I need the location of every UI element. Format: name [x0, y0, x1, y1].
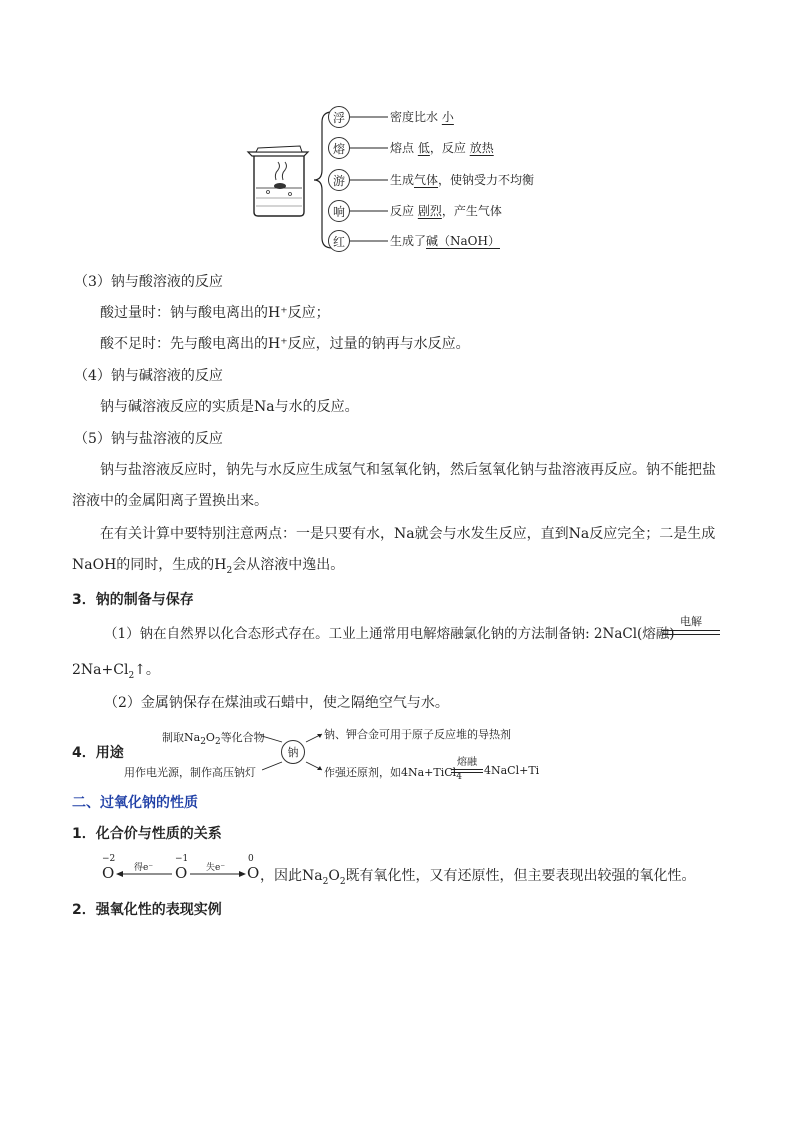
electrolysis-condition: 电解: [662, 616, 720, 635]
section5-para1-line1: 钠与盐溶液反应时，钠先与水反应生成氢气和氢氧化钠，然后氢氧化钠与盐溶液再反应。钠不能把盐: [100, 462, 716, 478]
section5-para2-line2: NaOH的同时，生成的$H_2$会从溶液中逸出。: [72, 557, 345, 576]
ox-state-minus1: −1: [175, 854, 189, 864]
oxygen-symbol-3: O: [247, 864, 260, 882]
diagram-connector-lines: [350, 100, 390, 250]
oxygen-symbol-2: O: [175, 864, 188, 882]
section4-heading: （4）钠与碱溶液的反应: [74, 368, 223, 384]
valence-arrows: [114, 868, 250, 880]
section5-para2-line1: 在有关计算中要特别注意两点：一是只要有水，Na就会与水发生反应，直到Na反应完全；二是生成: [100, 526, 716, 542]
ox-state-zero: 0: [248, 854, 254, 864]
diagram-row-gas: 生成气体，使钠受力不均衡: [390, 173, 535, 187]
section3-para1: 酸过量时：钠与酸电离出的H⁺反应；: [100, 305, 330, 321]
diagram-row-density: 密度比水 小: [390, 110, 454, 124]
char-circle-melt: 熔: [328, 137, 350, 159]
diagram-row-melting: 熔点 低，反应 放热: [390, 141, 494, 155]
uses-center-sodium: 钠: [281, 740, 305, 764]
preparation-para2: （2）金属钠保存在煤油或石蜡中，使之隔绝空气与水。: [104, 695, 449, 711]
section3-heading: （3）钠与酸溶液的反应: [74, 274, 223, 290]
uses-melt-condition: 熔融: [451, 757, 483, 773]
char-circle-red: 红: [328, 230, 350, 252]
preparation-para1: （1）钠在自然界以化合态形式存在。工业上通常用电解熔融氯化钠的方法制备钠: 2NaCl(熔融): [104, 626, 675, 642]
section4-para: 钠与碱溶液反应的实质是Na与水的反应。: [100, 399, 359, 415]
valence-heading: 1．化合价与性质的关系: [72, 826, 222, 842]
preparation-product: $2Na+Cl_2↑$。: [72, 662, 160, 681]
lose-electron-label: 失e⁻: [206, 863, 226, 873]
uses-bottom-right: 作强还原剂，如4Na+TiCl$_4$: [324, 766, 462, 783]
diagram-row-vigorous: 反应 剧烈，产生气体: [390, 204, 502, 218]
uses-top-right: 钠、钾合金可用于原子反应堆的导热剂: [324, 728, 511, 741]
uses-top-left: 制取$Na_2O_2$等化合物: [162, 731, 265, 748]
ox-state-minus2: −2: [102, 854, 116, 864]
char-circle-swim: 游: [328, 169, 350, 191]
oxidizing-examples-heading: 2．强氧化性的表现实例: [72, 902, 222, 918]
uses-bottom-right-product: 4NaCl+Ti: [484, 764, 540, 777]
diagram-row-base: 生成了碱（NaOH）: [390, 234, 500, 248]
section5-heading: （5）钠与盐溶液的反应: [74, 431, 223, 447]
heading-preparation-storage: 3．钠的制备与保存: [72, 592, 194, 608]
section3-para2: 酸不足时：先与酸电离出的H⁺反应，过量的钠再与水反应。: [100, 336, 470, 352]
uses-bottom-left: 用作电光源，制作高压钠灯: [124, 766, 256, 779]
char-circle-sound: 响: [328, 200, 350, 222]
part2-heading: 二、过氧化钠的性质: [72, 795, 198, 811]
oxygen-symbol-1: O: [102, 864, 115, 882]
gain-electron-label: 得e⁻: [134, 863, 154, 873]
beaker-diagram: [246, 140, 312, 218]
valence-statement: ，因此$Na_2O_2$既有氧化性，又有还原性，但主要表现出较强的氧化性。: [260, 868, 696, 887]
heading-uses: 4．用途: [72, 745, 124, 761]
section5-para1-line2: 溶液中的金属阳离子置换出来。: [72, 493, 268, 509]
char-circle-float: 浮: [328, 106, 350, 128]
